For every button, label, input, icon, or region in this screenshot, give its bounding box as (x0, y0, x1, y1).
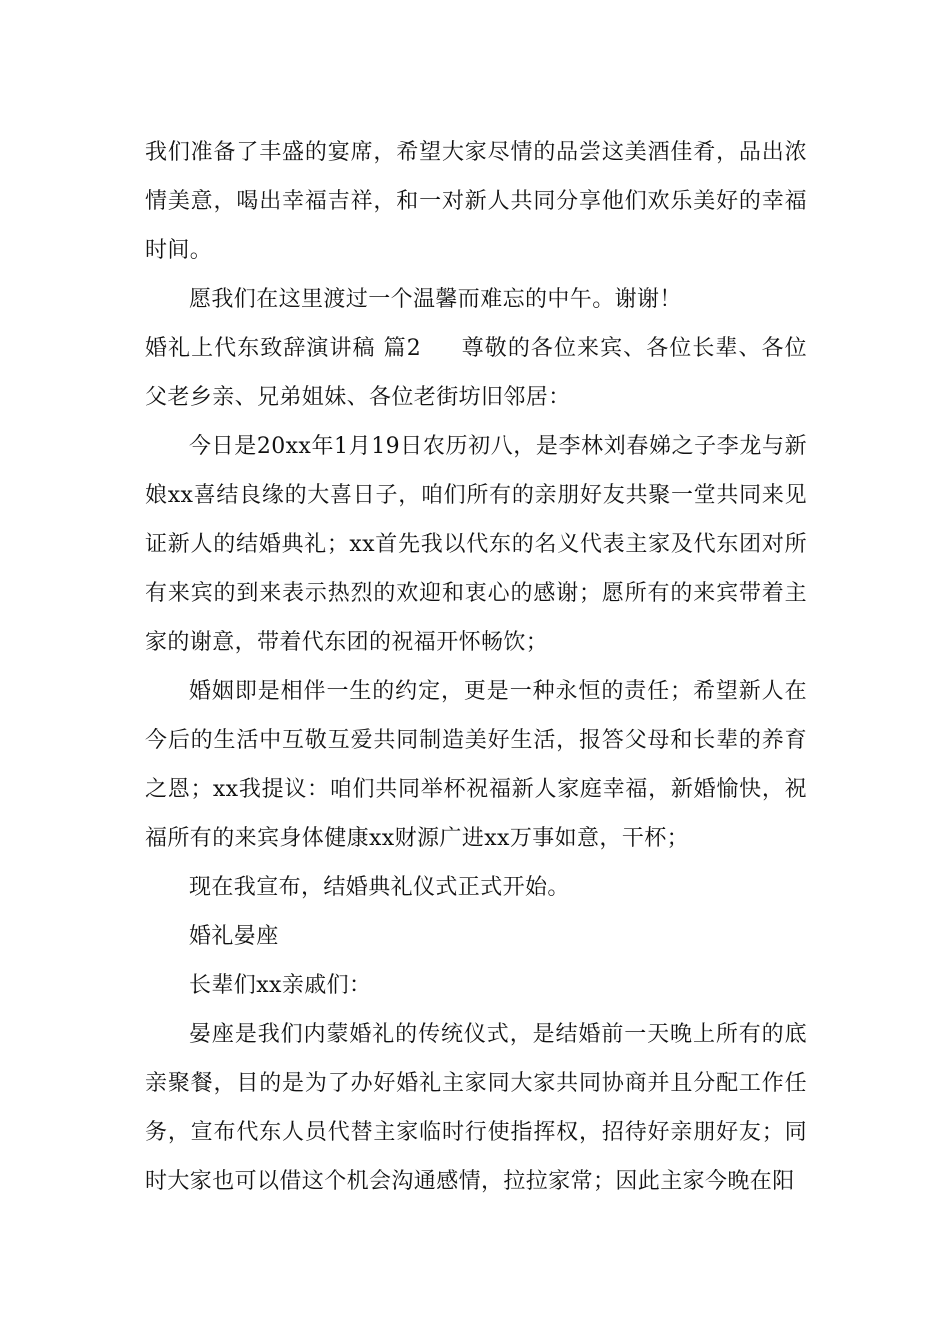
paragraph-subheading: 婚礼晏座 (189, 924, 279, 949)
paragraph-feast: 我们准备了丰盛的宴席，希望大家尽情的品尝这美酒佳肴，品出浓情美意，喝出幸福吉祥，和一对新人共同分享他们欢乐美好的幸福时间。 (145, 140, 807, 263)
paragraph-announce: 现在我宣布，结婚典礼仪式正式开始。 (189, 875, 570, 900)
paragraph-yanzuo: 晏座是我们内蒙婚礼的传统仪式，是结婚前一天晚上所有的底亲聚餐，目的是为了办好婚礼主家同大家共同协商并且分配工作任务，宣布代东人员代替主家临时行使指挥权，招待好亲朋好友；同时大家也可以借这个机会沟通感情，拉拉家常；因此主家今晚在阳 (145, 1022, 807, 1194)
paragraph-thanks: 愿我们在这里渡过一个温馨而难忘的中午。谢谢！ (189, 287, 682, 312)
paragraph-greeting: 长辈们xx亲戚们： (189, 973, 372, 998)
paragraph-marriage: 婚姻即是相伴一生的约定，更是一种永恒的责任；希望新人在今后的生活中互敬互爱共同制造美好生活，报答父母和长辈的养育之恩；xx我提议：咱们共同举杯祝福新人家庭幸福，新婚愉快，祝福所有的来宾身体健康xx财源广进xx万事如意，干杯； (145, 679, 807, 851)
section-heading (145, 324, 807, 422)
document-body (145, 128, 807, 1206)
paragraph-date: 今日是20xx年1月19日农历初八，是李林刘春娣之子李龙与新娘xx喜结良缘的大喜日子，咱们所有的亲朋好友共聚一堂共同来见证新人的结婚典礼；xx首先我以代东的名义代表主家及代东团对所有来宾的到来表示热烈的欢迎和衷心的感谢；愿所有的来宾带着主家的谢意，带着代东团的祝福开怀畅饮； (145, 434, 807, 655)
section-intro: 尊敬的各位来宾、各位长辈、各位父老乡亲、兄弟姐妹、各位老街坊旧邻居： (145, 336, 807, 410)
section-title: 婚礼上代东致辞演讲稿 篇2 (145, 336, 422, 361)
